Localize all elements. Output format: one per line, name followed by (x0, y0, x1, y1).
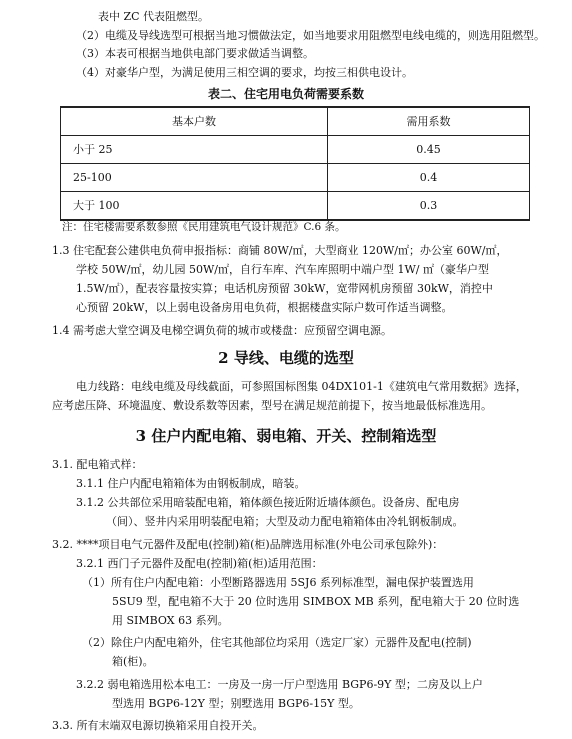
s31-line: 3.1. 配电箱式样： (52, 458, 143, 471)
section-3-title: 3 住户内配电箱、弱电箱、开关、控制箱选型 (135, 427, 437, 445)
s33-line: 3.3. 所有末端双电源切换箱采用自投开关。 (52, 719, 264, 732)
table-row (61, 164, 530, 192)
sec2-line-2: 应考虑压降、环境温度、敷设系数等因素，型号在满足规范前提下，按当地最低标准选用。 (52, 399, 492, 412)
cell-factor: 0.45 (328, 136, 530, 164)
header-households: 基本户数 (61, 107, 328, 136)
cell-households: 大于 100 (61, 192, 328, 221)
sec2-line-1: 电力线路：电线电缆及母线截面，可参照国标图集 04DX101-1《建筑电气常用数据》选择， (76, 380, 527, 393)
intro-line-4: （4）对豪华户型，为满足使用三相空调的要求，均按三相供电设计。 (76, 66, 413, 79)
s321-1-line-2: 5SU9 型，配电箱不大于 20 位时选用 SIMBOX MB 系列，配电箱大于 20 位时选 (112, 595, 520, 608)
s321-1-line-3: 用 SIMBOX 63 系列。 (112, 614, 229, 627)
s13-line-4: 心预留 20kW，以上弱电设备房用电负荷，根据楼盘实际户数可作适当调整。 (76, 301, 453, 314)
table-row (61, 192, 530, 221)
section-2-title: 2 导线、电缆的选型 (218, 349, 354, 367)
s321-line: 3.2.1 西门子元器件及配电(控制)箱(柜)适用范围： (76, 557, 323, 570)
s312-line-1: 3.1.2 公共部位采用暗装配电箱，箱体颜色接近附近墙体颜色。设备房、配电房 (76, 496, 460, 509)
s311-line: 3.1.1 住户内配电箱箱体为由钢板制成，暗装。 (76, 477, 306, 490)
s14-line: 1.4 需考虑大堂空调及电梯空调负荷的城市或楼盘：应预留空调电源。 (52, 324, 392, 337)
cell-households: 小于 25 (61, 136, 328, 164)
s321-2-line-1: （2）除住户内配电箱外，住宅其他部位均采用（选定厂家）元器件及配电(控制) (82, 636, 472, 649)
intro-line-1: 表中 ZC 代表阻燃型。 (98, 10, 210, 23)
table-header-row (61, 107, 530, 136)
s13-line-1: 1.3 住宅配套公建供电负荷申报指标：商铺 80W/㎡，大型商业 120W/㎡；办公室 60W/㎡， (52, 244, 508, 257)
s321-1-line-1: （1）所有住户内配电箱：小型断路器选用 5SJ6 系列标准型，漏电保护装置选用 (82, 576, 474, 589)
cell-factor: 0.4 (328, 164, 530, 192)
cell-factor: 0.3 (328, 192, 530, 221)
load-factor-table (60, 106, 530, 221)
s322-line-1: 3.2.2 弱电箱选用松本电工：一房及一房一厅户型选用 BGP6-9Y 型；二房及以上户 (76, 678, 483, 691)
s13-line-2: 学校 50W/㎡，幼儿园 50W/㎡，自行车库、汽车库照明中端户型 1W/ ㎡（豪华户型 (76, 263, 490, 276)
intro-line-2: （2）电缆及导线选型可根据当地习惯做法定，如当地要求用阻燃型电线电缆的，则选用阻燃型。 (76, 29, 545, 42)
table-note: 注：住宅楼需要系数参照《民用建筑电气设计规范》C.6 条。 (62, 221, 346, 233)
s322-line-2: 型选用 BGP6-12Y 型；别墅选用 BGP6-15Y 型。 (112, 697, 360, 710)
cell-households: 25-100 (61, 164, 328, 192)
table-title: 表二、住宅用电负荷需要系数 (207, 87, 364, 101)
header-demand-factor: 需用系数 (328, 107, 530, 136)
s312-line-2: （间）、竖井内采用明装配电箱；大型及动力配电箱箱体由冷轧钢板制成。 (106, 515, 464, 528)
table-row (61, 136, 530, 164)
s321-2-line-2: 箱(柜)。 (112, 655, 154, 668)
s13-line-3: 1.5W/㎡），配表容量按实算；电话机房预留 30kW，宽带网机房预留 30kW，消控中 (76, 282, 493, 295)
intro-line-3: （3）本表可根据当地供电部门要求做适当调整。 (76, 47, 314, 60)
s32-line: 3.2. ****项目电气元器件及配电(控制)箱(柜)品牌选用标准(外电公司承包除外)： (52, 538, 444, 551)
